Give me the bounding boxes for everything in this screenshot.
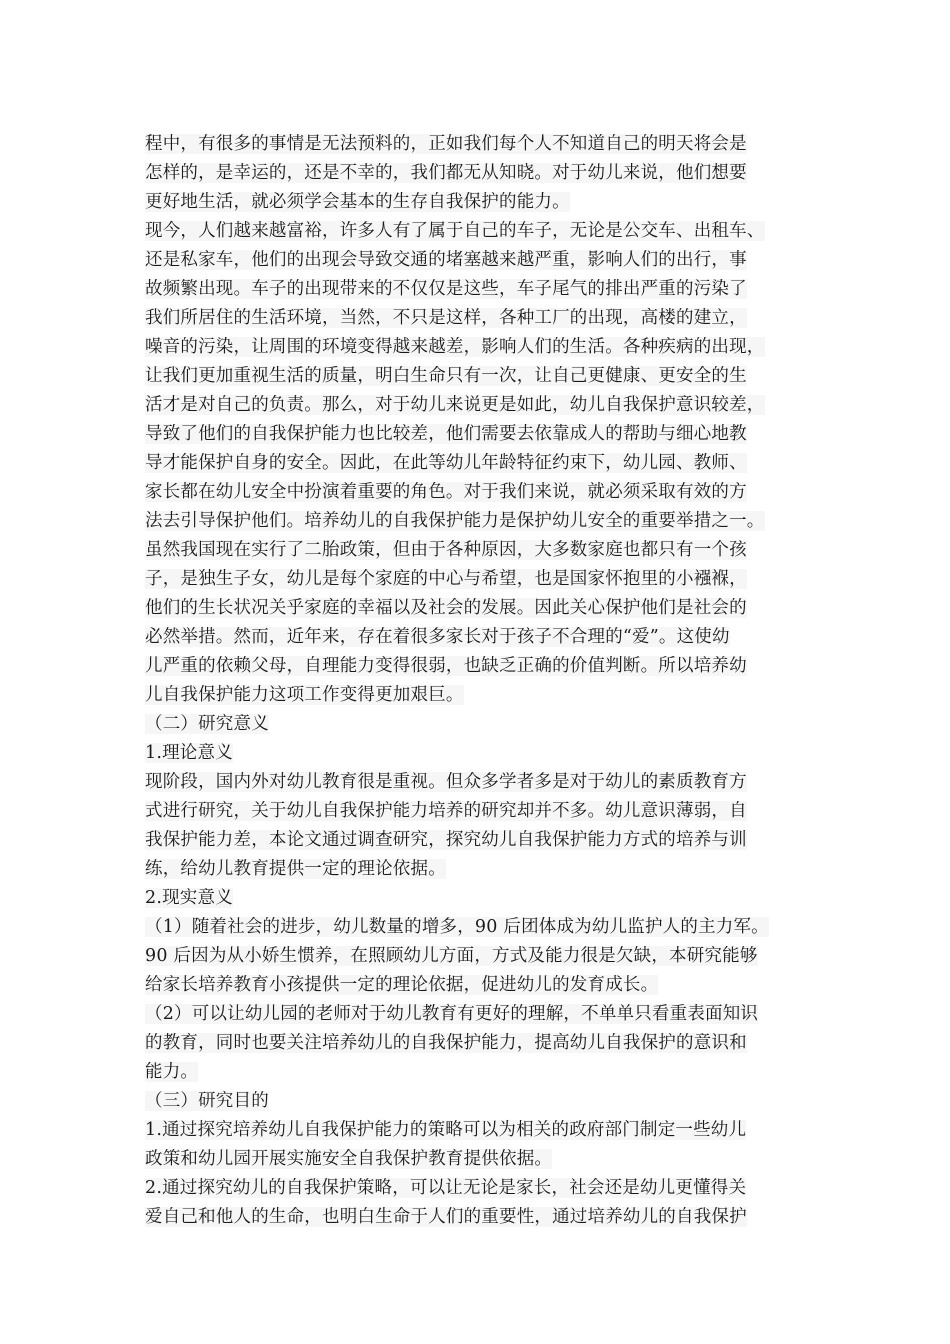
- subsection-heading: 1.理论意义: [145, 743, 233, 763]
- text-line: 我保护能力差，本论文通过调查研究，探究幼儿自我保护能力方式的培养与训: [145, 830, 747, 850]
- text-line: （1）随着社会的进步，幼儿数量的增多，90 后团体成为幼儿监护人的主力军。: [145, 917, 769, 937]
- text-line: 现阶段，国内外对幼儿教育很是重视。但众多学者多是对于幼儿的素质教育方: [145, 772, 747, 792]
- text-line: 导才能保护自身的安全。因此，在此等幼儿年龄特征约束下，幼儿园、教师、: [145, 453, 747, 473]
- text-line: （2）可以让幼儿园的老师对于幼儿教育有更好的理解，不单单只看重表面知识: [145, 1004, 759, 1024]
- text-line: 活才是对自己的负责。那么，对于幼儿来说更是如此，幼儿自我保护意识较差，: [145, 395, 765, 415]
- subsection-heading: 2.现实意义: [145, 888, 233, 908]
- document-body: [145, 130, 820, 1232]
- text-line: 式进行研究，关于幼儿自我保护能力培养的研究却并不多。幼儿意识薄弱，自: [145, 801, 747, 821]
- text-line: 1.通过探究培养幼儿自我保护能力的策略可以为相关的政府部门制定一些幼儿: [145, 1120, 747, 1140]
- text-line: 90 后因为从小娇生惯养，在照顾幼儿方面，方式及能力很是欠缺，本研究能够: [145, 946, 758, 966]
- text-line: 儿严重的依赖父母，自理能力变得很弱，也缺乏正确的价值判断。所以培养幼: [145, 656, 747, 676]
- text-line: 政策和幼儿园开展实施安全自我保护教育提供依据。: [145, 1149, 553, 1169]
- text-line: 儿自我保护能力这项工作变得更加艰巨。: [145, 685, 464, 705]
- text-line: 法去引导保护他们。培养幼儿的自我保护能力是保护幼儿安全的重要举措之一。: [145, 511, 765, 531]
- text-line: 的教育，同时也要关注培养幼儿的自我保护能力，提高幼儿自我保护的意识和: [145, 1033, 747, 1053]
- text-line: 让我们更加重视生活的质量，明白生命只有一次，让自己更健康、更安全的生: [145, 366, 747, 386]
- text-line: 他们的生长状况关乎家庭的幸福以及社会的发展。因此关心保护他们是社会的: [145, 598, 747, 618]
- text-line: 必然举措。然而，近年来，存在着很多家长对于孩子不合理的“爱”。这使幼: [145, 627, 730, 647]
- text-line: 更好地生活，就必须学会基本的生存自我保护的能力。: [145, 192, 570, 212]
- text-line: 2.通过探究幼儿的自我保护策略，可以让无论是家长，社会还是幼儿更懂得关: [145, 1178, 747, 1198]
- text-line: 程中，有很多的事情是无法预料的，正如我们每个人不知道自己的明天将会是: [145, 134, 747, 154]
- text-line: 故频繁出现。车子的出现带来的不仅仅是这些，车子尾气的排出严重的污染了: [145, 279, 747, 299]
- text-line: 给家长培养教育小孩提供一定的理论依据，促进幼儿的发育成长。: [145, 975, 659, 995]
- section-heading: （二）研究意义: [145, 714, 269, 734]
- text-line: 怎样的，是幸运的，还是不幸的，我们都无从知晓。对于幼儿来说，他们想要: [145, 163, 747, 183]
- text-line: 虽然我国现在实行了二胎政策，但由于各种原因，大多数家庭也都只有一个孩: [145, 540, 747, 560]
- text-line: 练，给幼儿教育提供一定的理论依据。: [145, 859, 446, 879]
- section-heading: （三）研究目的: [145, 1091, 269, 1111]
- text-line: 还是私家车，他们的出现会导致交通的堵塞越来越严重，影响人们的出行，事: [145, 250, 747, 270]
- text-line: 现今，人们越来越富裕，许多人有了属于自己的车子，无论是公交车、出租车、: [145, 221, 765, 241]
- text-line: 子，是独生子女，幼儿是每个家庭的中心与希望，也是国家怀抱里的小襁褓，: [145, 569, 747, 589]
- text-line: 导致了他们的自我保护能力也比较差，他们需要去依靠成人的帮助与细心地教: [145, 424, 747, 444]
- text-line: 家长都在幼儿安全中扮演着重要的角色。对于我们来说，就必须采取有效的方: [145, 482, 747, 502]
- text-line: 噪音的污染，让周围的环境变得越来越差，影响人们的生活。各种疾病的出现，: [145, 337, 765, 357]
- text-line: 我们所居住的生活环境，当然，不只是这样，各种工厂的出现，高楼的建立，: [145, 308, 747, 328]
- text-line: 能力。: [145, 1062, 199, 1082]
- text-line: 爱自己和他人的生命，也明白生命于人们的重要性，通过培养幼儿的自我保护: [145, 1207, 747, 1227]
